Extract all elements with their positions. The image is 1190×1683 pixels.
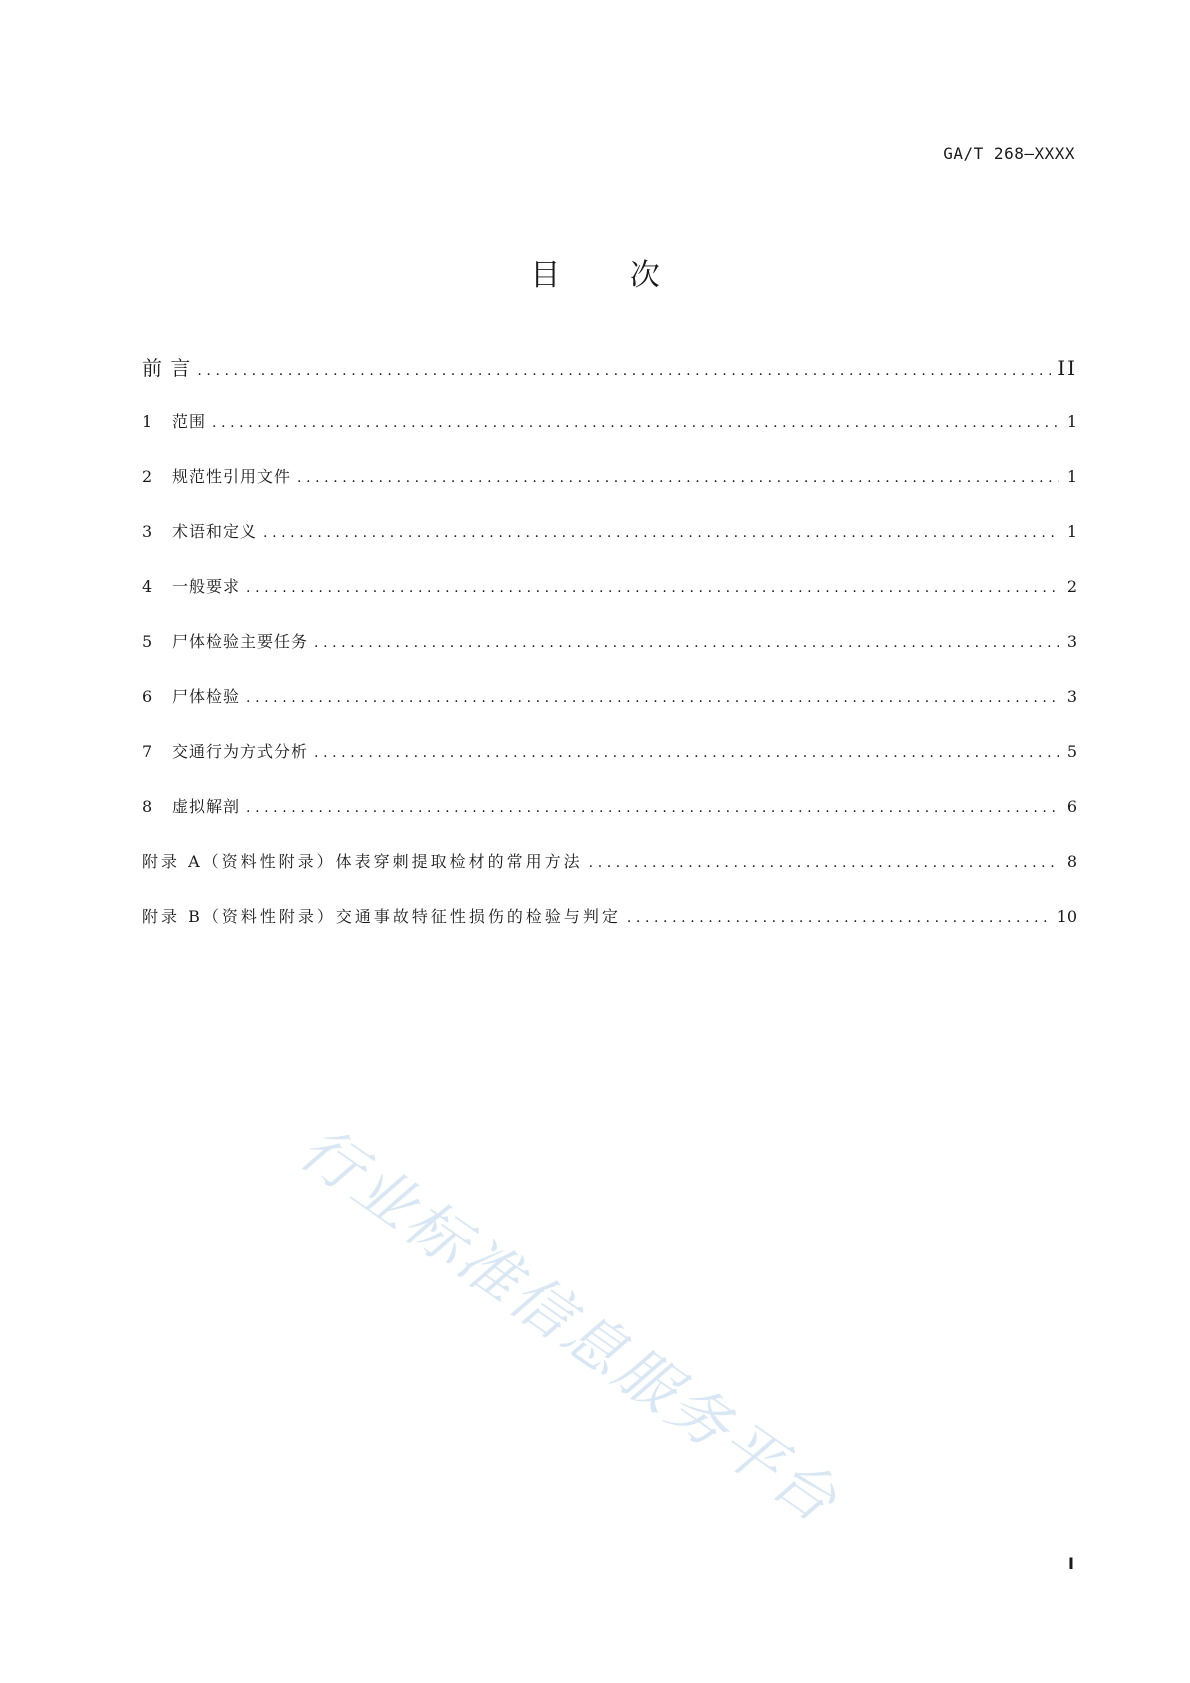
toc-leader-dots	[589, 855, 1059, 871]
toc-entry-number: 8	[142, 797, 153, 816]
toc-entry[interactable]	[142, 464, 1077, 487]
toc-entry[interactable]	[142, 684, 1077, 707]
toc-entry-label: 术语和定义	[172, 522, 258, 541]
toc-leader-dots	[246, 800, 1059, 816]
toc-leader-dots	[314, 635, 1059, 651]
toc-entry-page: 1	[1066, 522, 1077, 541]
toc-entry-page: 3	[1066, 632, 1077, 651]
toc-leader-dots	[212, 415, 1059, 431]
toc-entry-number: 1	[142, 412, 153, 431]
toc-entry-label: 尸体检验	[172, 687, 241, 706]
toc-entry-number: 7	[142, 742, 153, 761]
toc-entry[interactable]	[142, 574, 1077, 597]
toc-entry-page: 1	[1066, 412, 1077, 431]
toc-leader-dots	[314, 745, 1059, 761]
toc-entry-label: 一般要求	[172, 577, 241, 596]
toc-entry[interactable]	[142, 794, 1077, 817]
toc-entry-preface[interactable]	[142, 352, 1077, 381]
toc-leader-dots	[246, 690, 1059, 706]
toc-entry-page: 1	[1066, 467, 1077, 486]
toc-entry-number: 4	[142, 577, 153, 596]
toc-entry-label: 范围	[172, 412, 207, 431]
toc-entry-label: 附录 B（资料性附录）交通事故特征性损伤的检验与判定	[142, 907, 621, 926]
toc-entry-page: 10	[1056, 907, 1077, 926]
toc-leader-dots	[263, 525, 1059, 541]
page-title: 目 次	[530, 258, 690, 293]
toc-entry-appendix-b[interactable]	[142, 904, 1077, 927]
page-number: I	[1068, 1554, 1074, 1573]
toc-entry-label: 前 言	[142, 356, 192, 380]
toc-entry-number: 3	[142, 522, 153, 541]
toc-entry-label: 交通行为方式分析	[172, 742, 309, 761]
toc-leader-dots	[297, 470, 1059, 486]
watermark: 行业标准信息服务平台	[287, 1113, 852, 1538]
toc-entry[interactable]	[142, 519, 1077, 542]
toc-entry-label: 尸体检验主要任务	[172, 632, 309, 651]
toc-entry-number: 6	[142, 687, 153, 706]
toc-entry-label: 虚拟解剖	[172, 797, 241, 816]
toc-entry[interactable]	[142, 629, 1077, 652]
toc-leader-dots	[627, 910, 1051, 926]
toc-entry-page: 8	[1066, 852, 1077, 871]
toc-entry-number: 5	[142, 632, 153, 651]
toc-entry[interactable]	[142, 739, 1077, 762]
standard-code: GA/T 268—XXXX	[943, 144, 1075, 163]
toc-leader-dots	[197, 363, 1051, 379]
toc-entry-page: II	[1057, 356, 1077, 380]
toc-entry-label: 规范性引用文件	[172, 467, 292, 486]
toc-entry-page: 6	[1066, 797, 1077, 816]
toc-entry-page: 5	[1066, 742, 1077, 761]
toc-entry-label: 附录 A（资料性附录）体表穿刺提取检材的常用方法	[142, 852, 583, 871]
toc-entry-page: 2	[1066, 577, 1077, 596]
toc-leader-dots	[246, 580, 1059, 596]
toc-entry-page: 3	[1066, 687, 1077, 706]
toc-entry[interactable]	[142, 409, 1077, 432]
toc-entry-number: 2	[142, 467, 153, 486]
toc-entry-appendix-a[interactable]	[142, 849, 1077, 872]
